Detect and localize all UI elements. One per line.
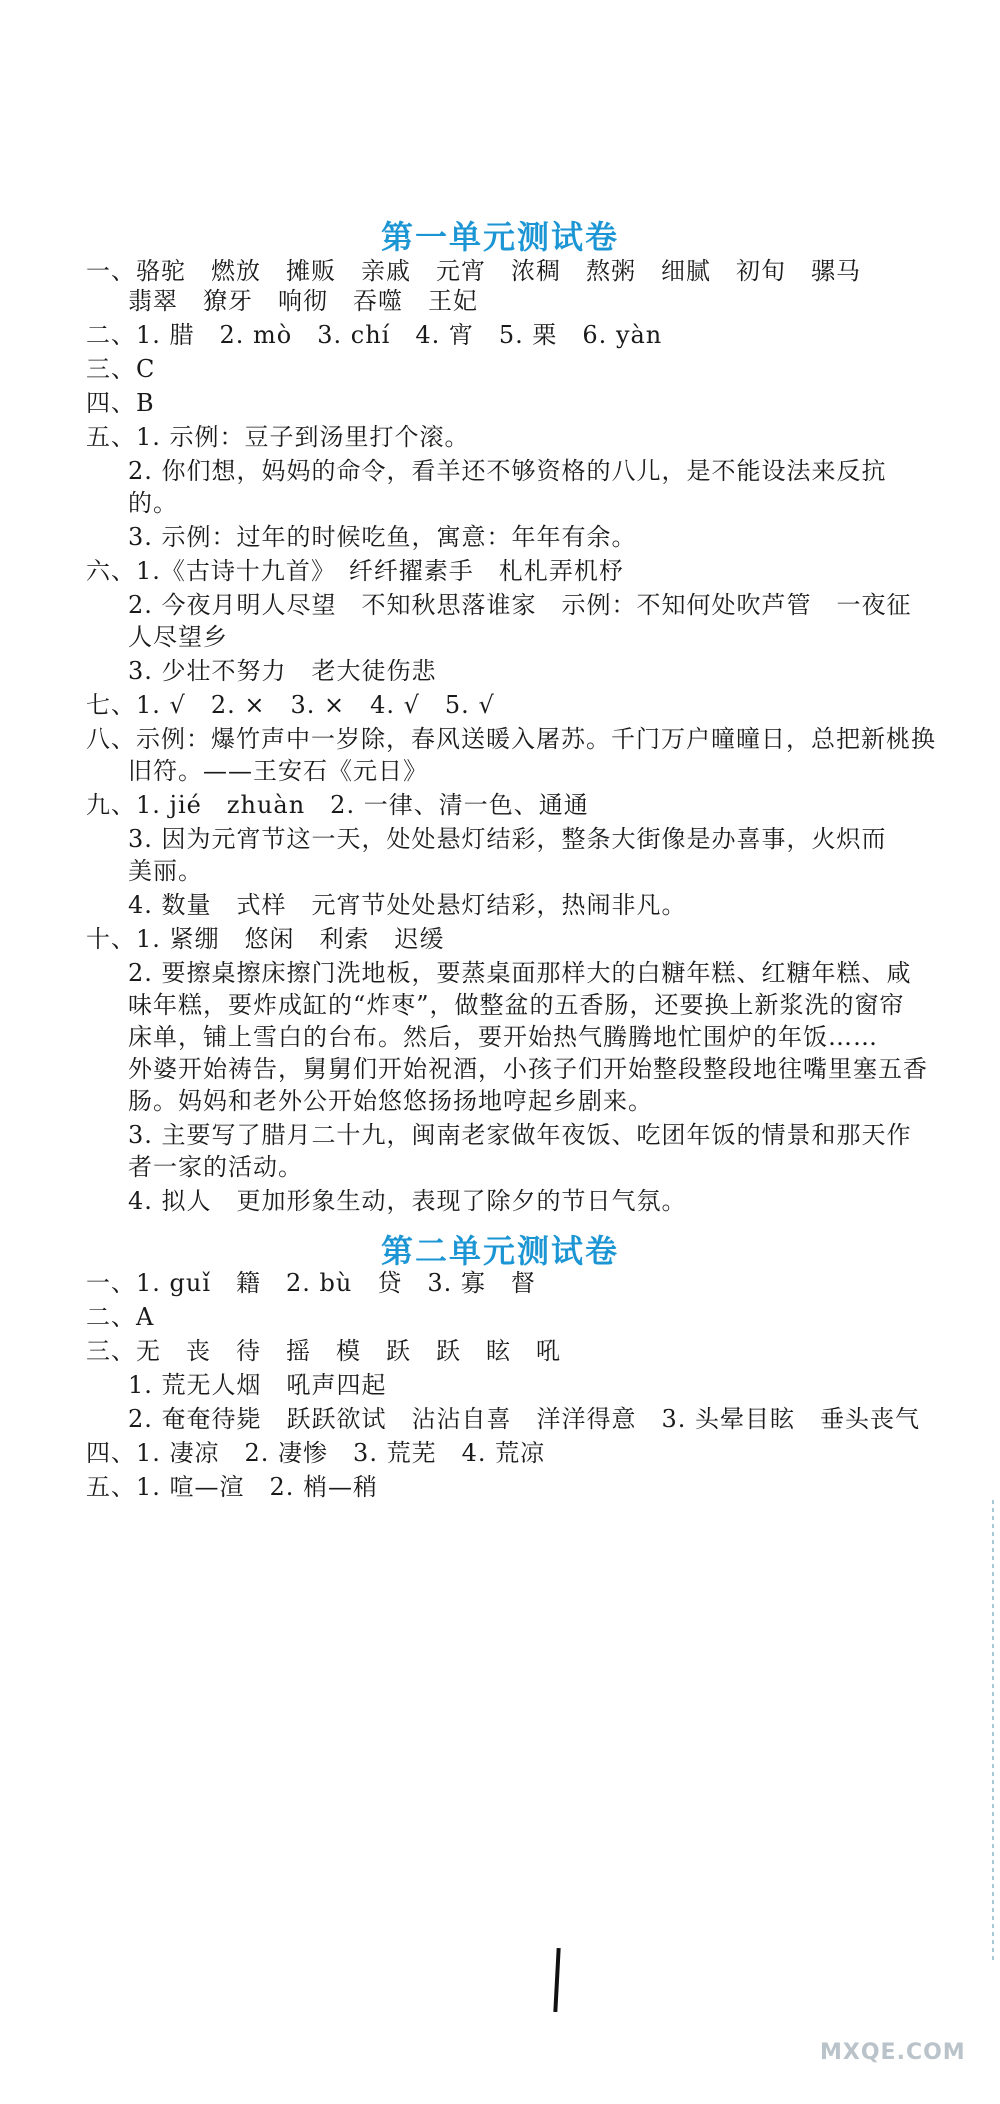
margin-dots [992, 1500, 994, 1960]
answer-line: 者一家的活动。 [128, 1153, 303, 1181]
answer-line: 四、B [86, 389, 155, 417]
answer-line: 九、1. jié zhuàn 2. 一律、清一色、通通 [86, 791, 589, 819]
answer-line: 翡翠 獠牙 响彻 吞噬 王妃 [128, 287, 478, 315]
unit2-title: 第二单元测试卷 [380, 1232, 619, 1270]
answer-line: 味年糕，要炸成缸的“炸枣”，做整盆的五香肠，还要换上新浆洗的窗帘 [128, 991, 905, 1019]
answer-line: 肠。妈妈和老外公开始悠悠扬扬地哼起乡剧来。 [128, 1087, 653, 1115]
answer-line: 十、1. 紧绷 悠闲 利索 迟缓 [86, 925, 445, 953]
answer-line: 外婆开始祷告，舅舅们开始祝酒，小孩子们开始整段整段地往嘴里塞五香 [128, 1055, 928, 1083]
site-watermark: MXQE.COM [820, 2040, 966, 2065]
answer-line: 4. 数量 式样 元宵节处处悬灯结彩，热闹非凡。 [128, 891, 687, 919]
answer-line: 4. 拟人 更加形象生动，表现了除夕的节日气氛。 [128, 1187, 687, 1215]
answer-line: 2. 奄奄待毙 跃跃欲试 沾沾自喜 洋洋得意 3. 头晕目眩 垂头丧气 [128, 1405, 921, 1433]
answer-line: 旧符。——王安石《元日》 [128, 757, 428, 785]
answer-line: 的。 [128, 489, 178, 517]
answer-line: 2. 要擦桌擦床擦门洗地板，要蒸桌面那样大的白糖年糕、红糖年糕、咸 [128, 959, 912, 987]
answer-line: 美丽。 [128, 857, 203, 885]
answer-line: 2. 今夜月明人尽望 不知秋思落谁家 示例：不知何处吹芦管 一夜征 [128, 591, 912, 619]
pen-mark [553, 1948, 560, 2012]
answer-line: 七、1. √ 2. × 3. × 4. √ 5. √ [86, 691, 495, 719]
answer-line: 五、1. 喧—渲 2. 梢—稍 [86, 1473, 379, 1501]
answer-line: 四、1. 凄凉 2. 凄惨 3. 荒芜 4. 荒凉 [86, 1439, 546, 1467]
answer-line: 五、1. 示例：豆子到汤里打个滚。 [86, 423, 470, 451]
answer-line: 床单，铺上雪白的台布。然后，要开始热气腾腾地忙围炉的年饭…… [128, 1023, 878, 1051]
answer-line: 1. 荒无人烟 吼声四起 [128, 1371, 387, 1399]
answer-line: 2. 你们想，妈妈的命令，看羊还不够资格的八儿，是不能设法来反抗 [128, 457, 887, 485]
unit1-title: 第一单元测试卷 [380, 218, 619, 256]
answer-line: 三、C [86, 355, 156, 383]
answer-line: 人尽望乡 [128, 623, 228, 651]
answer-line: 三、无 丧 待 摇 模 跃 跃 眩 吼 [86, 1337, 561, 1365]
answer-line: 一、1. guǐ 籍 2. bù 贷 3. 寡 督 [86, 1269, 536, 1297]
answer-line: 3. 主要写了腊月二十九，闽南老家做年夜饭、吃团年饭的情景和那天作 [128, 1121, 912, 1149]
answer-line: 二、A [86, 1303, 155, 1331]
answer-line: 3. 少壮不努力 老大徒伤悲 [128, 657, 437, 685]
answer-line: 3. 因为元宵节这一天，处处悬灯结彩，整条大街像是办喜事，火炽而 [128, 825, 887, 853]
answer-line: 一、骆驼 燃放 摊贩 亲戚 元宵 浓稠 熬粥 细腻 初旬 骡马 [86, 257, 861, 285]
answer-line: 六、1.《古诗十九首》 纤纤擢素手 札札弄机杼 [86, 557, 624, 585]
answer-line: 八、示例：爆竹声中一岁除，春风送暖入屠苏。千门万户曈曈日，总把新桃换 [86, 725, 936, 753]
answer-line: 二、1. 腊 2. mò 3. chí 4. 宵 5. 栗 6. yàn [86, 321, 663, 349]
answer-line: 3. 示例：过年的时候吃鱼，寓意：年年有余。 [128, 523, 637, 551]
